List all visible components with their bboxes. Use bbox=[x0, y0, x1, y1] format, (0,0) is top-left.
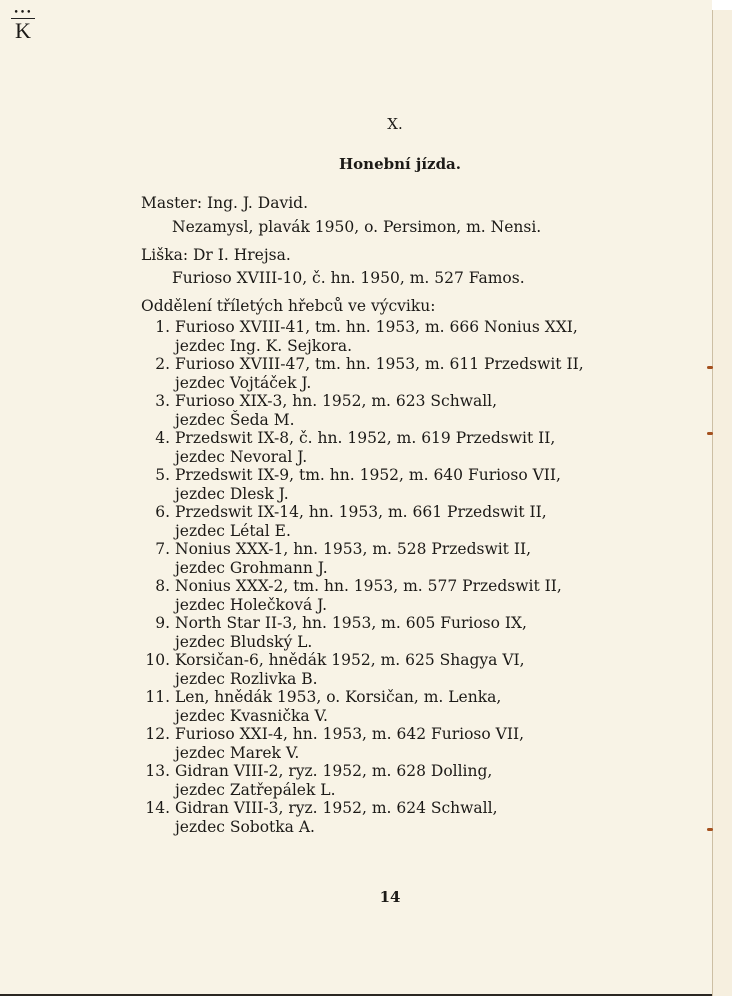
item-number: 10. bbox=[145, 651, 170, 669]
list-item bbox=[140, 355, 584, 392]
horse-description: Nonius XXX-1, hn. 1953, m. 528 Przedswit II, bbox=[175, 540, 531, 558]
item-text bbox=[175, 577, 562, 614]
master-label: Master: Ing. J. David. bbox=[141, 194, 309, 212]
horse-description: Gidran VIII-3, ryz. 1952, m. 624 Schwall, bbox=[175, 799, 498, 817]
rider-name: jezdec Vojtáček J. bbox=[175, 373, 312, 392]
next-page-edge bbox=[712, 10, 732, 996]
item-text bbox=[175, 540, 531, 577]
list-item bbox=[140, 503, 584, 540]
horse-description: Furioso XVIII-41, tm. hn. 1953, m. 666 Nonius XXI, bbox=[175, 318, 578, 336]
horse-description: Przedswit IX-14, hn. 1953, m. 661 Przedswit II, bbox=[175, 503, 547, 521]
page-number: 14 bbox=[379, 888, 401, 906]
horse-description: Furioso XXI-4, hn. 1953, m. 642 Furioso VII, bbox=[175, 725, 524, 743]
binding-stain bbox=[707, 828, 713, 831]
logo-dots-icon: ••• bbox=[11, 10, 35, 19]
section-title: Honební jízda. bbox=[338, 155, 461, 173]
item-number: 6. bbox=[155, 503, 170, 521]
horse-description: Furioso XIX-3, hn. 1952, m. 623 Schwall, bbox=[175, 392, 498, 410]
horse-description: Furioso XVIII-47, tm. hn. 1953, m. 611 Przedswit II, bbox=[175, 355, 584, 373]
list-item bbox=[140, 318, 584, 355]
list-item bbox=[140, 688, 584, 725]
item-text bbox=[175, 503, 547, 540]
list-item bbox=[140, 577, 584, 614]
item-text bbox=[175, 799, 498, 836]
item-number: 1. bbox=[155, 318, 170, 336]
rider-name: jezdec Nevoral J. bbox=[175, 447, 308, 466]
item-number: 9. bbox=[155, 614, 170, 632]
item-number: 5. bbox=[155, 466, 170, 484]
chapter-number: X. bbox=[387, 115, 403, 133]
item-number: 3. bbox=[155, 392, 170, 410]
rider-name: jezdec Dlesk J. bbox=[175, 484, 289, 503]
list-heading: Oddělení tříletých hřebců ve výcviku: bbox=[141, 297, 436, 315]
item-number: 11. bbox=[145, 688, 170, 706]
binding-stain bbox=[707, 366, 713, 369]
rider-name: jezdec Bludský L. bbox=[175, 632, 313, 651]
horse-description: Len, hnědák 1953, o. Korsičan, m. Lenka, bbox=[175, 688, 502, 706]
list-item bbox=[140, 540, 584, 577]
publisher-logo bbox=[11, 10, 35, 43]
item-number: 13. bbox=[145, 762, 170, 780]
list-item bbox=[140, 429, 584, 466]
item-number: 2. bbox=[155, 355, 170, 373]
rider-name: jezdec Marek V. bbox=[175, 743, 300, 762]
list-item bbox=[140, 799, 584, 836]
master-horse: Nezamysl, plavák 1950, o. Persimon, m. Nensi. bbox=[172, 218, 542, 236]
horse-description: North Star II-3, hn. 1953, m. 605 Furioso IX, bbox=[175, 614, 527, 632]
rider-name: jezdec Holečková J. bbox=[175, 595, 328, 614]
item-text bbox=[175, 651, 525, 688]
item-text bbox=[175, 429, 555, 466]
item-number: 14. bbox=[145, 799, 170, 817]
item-number: 4. bbox=[155, 429, 170, 447]
item-text bbox=[175, 688, 501, 725]
horse-description: Przedswit IX-8, č. hn. 1952, m. 619 Przedswit II, bbox=[175, 429, 556, 447]
list-item bbox=[140, 651, 584, 688]
liska-horse: Furioso XVIII-10, č. hn. 1950, m. 527 Famos. bbox=[172, 269, 525, 287]
rider-name: jezdec Sobotka A. bbox=[175, 817, 315, 836]
rider-name: jezdec Grohmann J. bbox=[175, 558, 328, 577]
item-text bbox=[175, 725, 524, 762]
logo-letter: K bbox=[15, 18, 31, 43]
horse-description: Korsičan-6, hnědák 1952, m. 625 Shagya VI, bbox=[175, 651, 525, 669]
horse-list bbox=[140, 318, 584, 836]
binding-stain bbox=[707, 432, 713, 435]
horse-description: Gidran VIII-2, ryz. 1952, m. 628 Dolling, bbox=[175, 762, 493, 780]
item-number: 8. bbox=[155, 577, 170, 595]
item-text bbox=[175, 318, 578, 355]
item-text bbox=[175, 762, 492, 799]
horse-description: Nonius XXX-2, tm. hn. 1953, m. 577 Przedswit II, bbox=[175, 577, 562, 595]
rider-name: jezdec Rozlivka B. bbox=[175, 669, 318, 688]
rider-name: jezdec Šeda M. bbox=[175, 410, 295, 429]
list-item bbox=[140, 614, 584, 651]
item-number: 7. bbox=[155, 540, 170, 558]
item-text bbox=[175, 355, 584, 392]
item-text bbox=[175, 392, 497, 429]
rider-name: jezdec Zatřepálek L. bbox=[175, 780, 336, 799]
rider-name: jezdec Ing. K. Sejkora. bbox=[175, 336, 353, 355]
item-number: 12. bbox=[145, 725, 170, 743]
list-item bbox=[140, 466, 584, 503]
item-text bbox=[175, 614, 527, 651]
rider-name: jezdec Létal E. bbox=[175, 521, 291, 540]
horse-description: Przedswit IX-9, tm. hn. 1952, m. 640 Furioso VII, bbox=[175, 466, 561, 484]
item-text bbox=[175, 466, 561, 503]
liska-label: Liška: Dr I. Hrejsa. bbox=[141, 246, 291, 264]
list-item bbox=[140, 762, 584, 799]
rider-name: jezdec Kvasnička V. bbox=[175, 706, 328, 725]
list-item bbox=[140, 392, 584, 429]
list-item bbox=[140, 725, 584, 762]
